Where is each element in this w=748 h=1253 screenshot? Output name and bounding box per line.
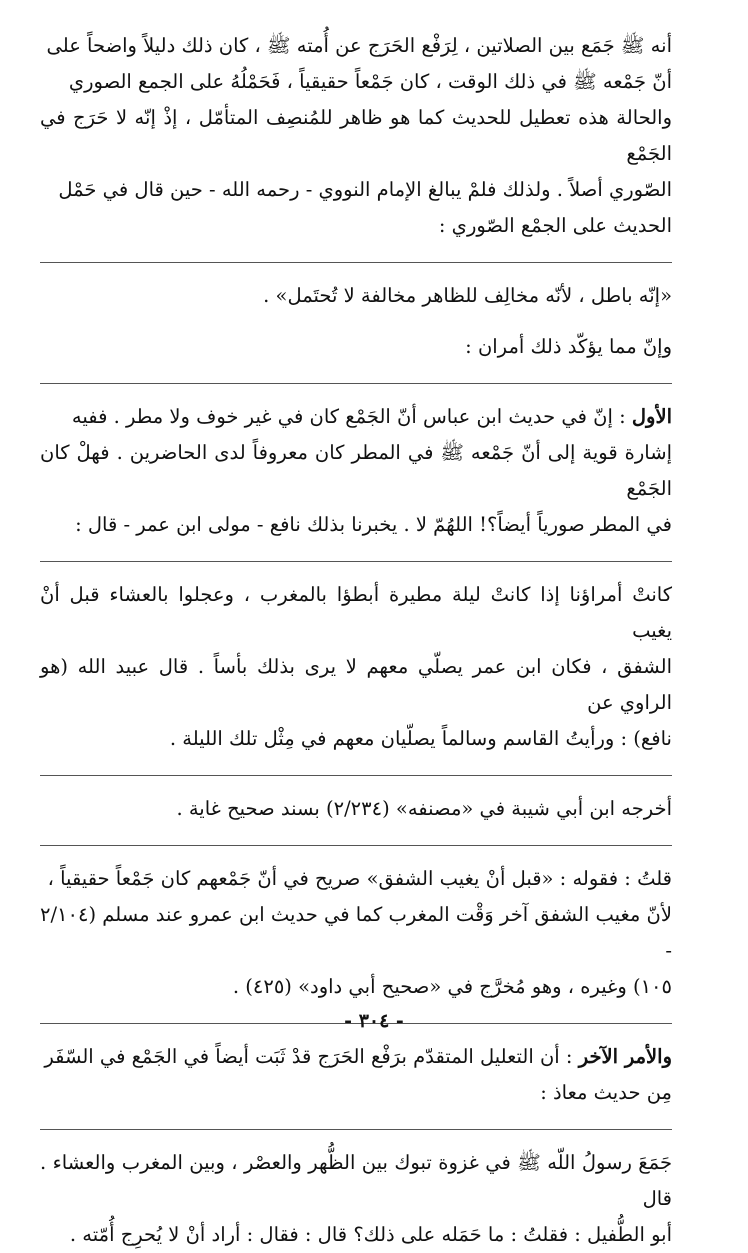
paragraph-3 xyxy=(40,329,672,365)
divider xyxy=(40,383,672,384)
line: الشفق ، فكان ابن عمر يصلّي معهم لا يرى بذلك بأساً . قال عبيد الله (هو الراوي عن xyxy=(40,655,672,714)
page-number: - ٣٠٤ - xyxy=(344,1010,404,1032)
line: أنّ جَمْعه ﷺ في ذلك الوقت ، كان جَمْعاً حقيقياً ، فَحَمْلُهُ على الجمع الصوري xyxy=(68,70,672,93)
divider xyxy=(40,262,672,263)
document-page xyxy=(40,28,672,1253)
divider xyxy=(40,1129,672,1130)
line: كانتْ أمراؤنا إذا كانتْ ليلة مطيرة أبطؤا بالمغرب ، وعجلوا بالعشاء قبل أنْ يغيب xyxy=(40,583,672,642)
paragraph-9-hadith xyxy=(40,1145,672,1253)
line: قلتُ : فقوله : «قبل أنْ يغيب الشفق» صريح في أنّ جَمْعهم كان جَمْعاً حقيقياً ، xyxy=(47,867,672,890)
paragraph-5-narration xyxy=(40,577,672,757)
line: في المطر صورياً أيضاً؟! اللهُمّ لا . يخبرنا بذلك نافع - مولى ابن عمر - قال : xyxy=(75,513,672,536)
divider xyxy=(40,561,672,562)
line: : إنّ في حديث ابن عباس أنّ الجَمْع كان في غير خوف ولا مطر . ففيه xyxy=(71,405,632,428)
paragraph-2-quote xyxy=(40,278,672,314)
heading-first: الأول xyxy=(631,405,672,428)
line: إشارة قوية إلى أنّ جَمْعه ﷺ في المطر كان معروفاً لدى الحاضرين . فهلْ كان الجَمْع xyxy=(40,441,672,500)
divider xyxy=(40,775,672,776)
line: الحديث على الجمْع الصّوري : xyxy=(438,214,672,237)
line: مِن حديث معاذ : xyxy=(540,1081,672,1104)
line: أبو الطُّفيل : فقلتُ : ما حَمَله على ذلك؟ قال : فقال : أراد أنْ لا يُحرِج أُمّته . xyxy=(69,1223,672,1246)
divider xyxy=(40,845,672,846)
heading-second: والأمر الآخر xyxy=(578,1045,672,1068)
line: لأنّ مغيب الشفق آخر وَقْت المغرب كما في حديث ابن عمرو عند مسلم (٢/١٠٤ - xyxy=(40,903,672,962)
line: أخرجه ابن أبي شيبة في «مصنفه» (٢/٢٣٤) بسند صحيح غاية . xyxy=(176,797,672,820)
paragraph-7-comment xyxy=(40,861,672,1005)
line: ١٠٥) وغيره ، وهو مُخرَّج في «صحيح أبي داود» (٤٢٥) . xyxy=(232,975,672,998)
line: وإنّ مما يؤكّد ذلك أمران : xyxy=(465,335,672,358)
paragraph-6-source xyxy=(40,791,672,827)
paragraph-1 xyxy=(40,28,672,244)
paragraph-4-first xyxy=(40,399,672,543)
line: نافع) : ورأيتُ القاسم وسالماً يصلّيان معهم في مِثْل تلك الليلة . xyxy=(169,727,672,750)
line: الصّوري أصلاً . ولذلك فلمْ يبالغ الإمام النووي - رحمه الله - حين قال في حَمْل xyxy=(58,178,672,201)
line: أنه ﷺ جَمَع بين الصلاتين ، لِرَفْع الحَرَج عن أُمته ﷺ ، كان ذلك دليلاً واضحاً على xyxy=(46,34,672,57)
line: «إنّه باطل ، لأنّه مخالِف للظاهر مخالفة لا تُحتَمل» . xyxy=(263,284,672,307)
paragraph-8-second xyxy=(40,1039,672,1111)
line: جَمَعَ رسولُ اللّه ﷺ في غزوة تبوك بين الظُّهر والعصْر ، وبين المغرب والعشاء . قال xyxy=(40,1151,672,1210)
line: والحالة هذه تعطيل للحديث كما هو ظاهر للمُنصِف المتأمّل ، إذْ إنّه لا حَرَج في الجَمْع xyxy=(40,106,672,165)
line: : أن التعليل المتقدّم برَفْع الحَرَج قدْ ثَبَت أيضاً في الجَمْع في السّفَر xyxy=(44,1045,579,1068)
